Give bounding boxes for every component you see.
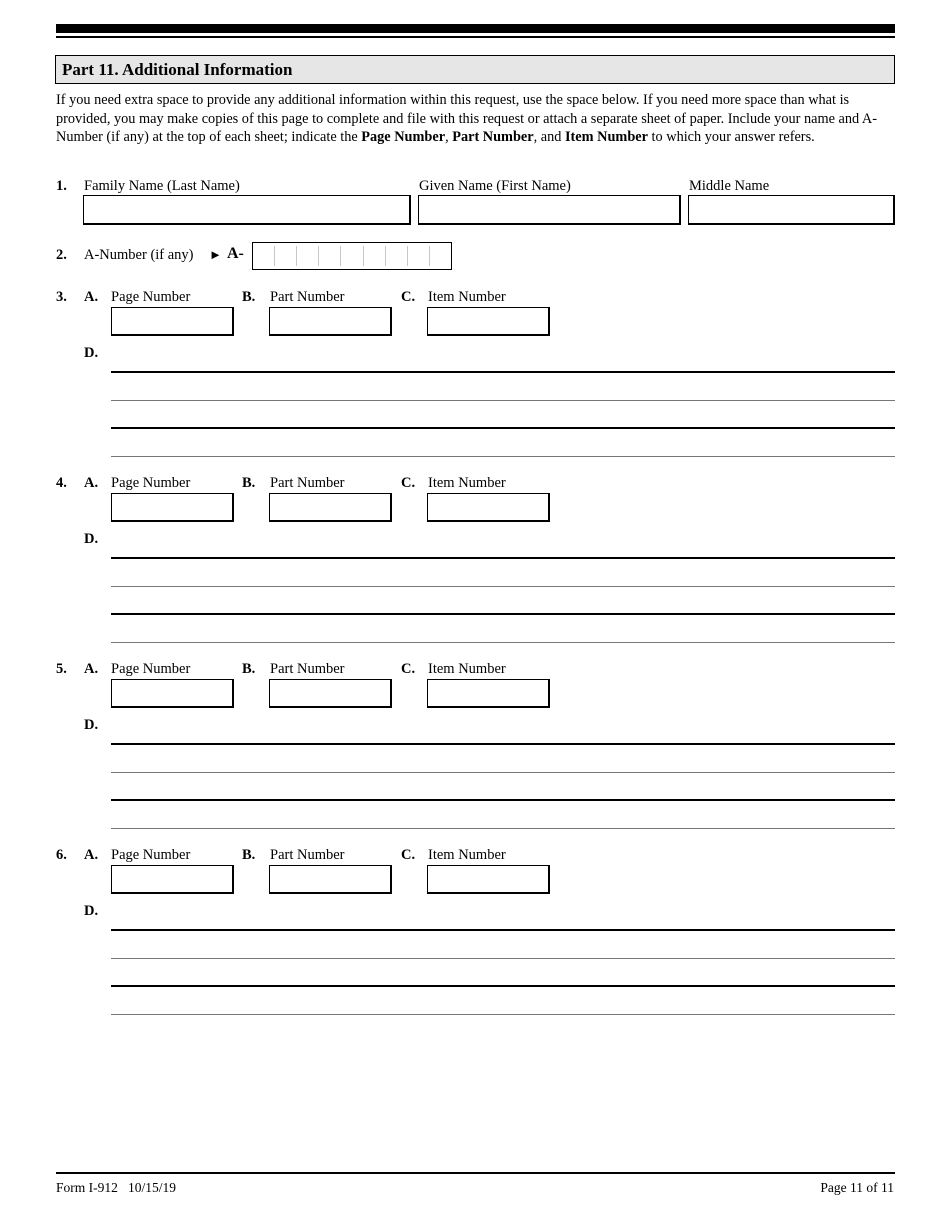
a-number-digit-cell [275, 246, 297, 266]
page-number-label: Page Number [111, 661, 191, 677]
answer-line[interactable] [111, 456, 895, 457]
answer-line[interactable] [111, 586, 895, 587]
a-number-digit-cell [319, 246, 341, 266]
instructions-item-number: Item Number [564, 129, 648, 146]
a-number-field[interactable] [252, 242, 452, 270]
part-number-label: Part Number [270, 289, 345, 305]
instructions-sep: , [445, 129, 453, 146]
a-number-digit-cell [430, 246, 451, 266]
part-number-field[interactable] [269, 307, 392, 336]
part-number-field[interactable] [269, 679, 392, 708]
item-4a-letter: A. [84, 475, 99, 491]
item-5a-letter: A. [84, 661, 99, 677]
top-rule-thin [56, 36, 895, 38]
instructions-part-number: Part Number [452, 129, 534, 146]
answer-line[interactable] [111, 743, 895, 745]
a-number-prefix: A- [227, 245, 244, 262]
answer-line[interactable] [111, 828, 895, 829]
answer-line[interactable] [111, 772, 895, 773]
a-number-digit-cell [408, 246, 430, 266]
item-number-label: Item Number [428, 847, 506, 863]
item-3-number: 3. [56, 289, 67, 305]
middle-name-label: Middle Name [689, 178, 770, 194]
instructions-text: If you need extra space to provide any additional information within this request, use the space below. If you need more space than what is provided, you may make copies of this page to complete and file with this request or attach a separate sheet of paper. Include your name and A-Number (if any) at the top of each sheet; indicate the [56, 92, 878, 146]
item-6b-letter: B. [242, 847, 256, 863]
item-number-field[interactable] [427, 307, 550, 336]
item-number-label: Item Number [428, 289, 506, 305]
item-number-field[interactable] [427, 493, 550, 522]
item-number-label: Item Number [428, 475, 506, 491]
item-4b-letter: B. [242, 475, 256, 491]
answer-line[interactable] [111, 799, 895, 801]
part-number-label: Part Number [270, 661, 345, 677]
a-number-digit-cell [386, 246, 408, 266]
answer-line[interactable] [111, 929, 895, 931]
instructions-sep: , and [533, 129, 565, 146]
item-5d-letter: D. [84, 717, 99, 733]
a-number-digit-cell [253, 246, 275, 266]
item-1-number: 1. [56, 178, 67, 194]
answer-line[interactable] [111, 427, 895, 429]
instructions-text-end: to which your answer refers. [647, 129, 815, 146]
family-name-field[interactable] [83, 195, 411, 225]
page-number-field[interactable] [111, 865, 234, 894]
item-4-number: 4. [56, 475, 67, 491]
item-3b-letter: B. [242, 289, 256, 305]
page-number-label: Page Number [111, 847, 191, 863]
a-number-digit-cell [297, 246, 319, 266]
item-2-number: 2. [56, 247, 67, 263]
item-6a-letter: A. [84, 847, 99, 863]
part-number-label: Part Number [270, 847, 345, 863]
item-3d-letter: D. [84, 345, 99, 361]
answer-line[interactable] [111, 1014, 895, 1015]
family-name-label: Family Name (Last Name) [84, 178, 240, 194]
given-name-field[interactable] [418, 195, 681, 225]
a-number-label: A-Number (if any) [84, 247, 194, 263]
part-number-field[interactable] [269, 865, 392, 894]
answer-line[interactable] [111, 613, 895, 615]
a-number-digit-cell [364, 246, 386, 266]
page-indicator: Page 11 of 11 [820, 1180, 894, 1195]
answer-line[interactable] [111, 958, 895, 959]
item-number-field[interactable] [427, 865, 550, 894]
item-6-number: 6. [56, 847, 67, 863]
a-number-digit-cell [341, 246, 363, 266]
item-5-number: 5. [56, 661, 67, 677]
item-6d-letter: D. [84, 903, 99, 919]
page-number-label: Page Number [111, 475, 191, 491]
item-5b-letter: B. [242, 661, 256, 677]
item-3a-letter: A. [84, 289, 99, 305]
part-number-label: Part Number [270, 475, 345, 491]
footer-rule [56, 1172, 895, 1174]
page-number-field[interactable] [111, 493, 234, 522]
page-number-field[interactable] [111, 679, 234, 708]
answer-line[interactable] [111, 400, 895, 401]
item-4c-letter: C. [401, 475, 416, 491]
form-id: Form I-912 10/15/19 [56, 1180, 176, 1195]
arrow-right-icon: ► [209, 247, 222, 262]
middle-name-field[interactable] [688, 195, 895, 225]
item-3c-letter: C. [401, 289, 416, 305]
instructions-page-number: Page Number [361, 129, 446, 146]
page-number-field[interactable] [111, 307, 234, 336]
page-number-label: Page Number [111, 289, 191, 305]
part-title: Part 11. Additional Information [55, 55, 895, 84]
answer-line[interactable] [111, 985, 895, 987]
given-name-label: Given Name (First Name) [419, 178, 571, 194]
answer-line[interactable] [111, 557, 895, 559]
item-6c-letter: C. [401, 847, 416, 863]
item-number-field[interactable] [427, 679, 550, 708]
item-5c-letter: C. [401, 661, 416, 677]
instructions-paragraph [56, 91, 896, 147]
answer-line[interactable] [111, 642, 895, 643]
item-number-label: Item Number [428, 661, 506, 677]
answer-line[interactable] [111, 371, 895, 373]
item-4d-letter: D. [84, 531, 99, 547]
top-rule-thick [56, 24, 895, 33]
part-number-field[interactable] [269, 493, 392, 522]
